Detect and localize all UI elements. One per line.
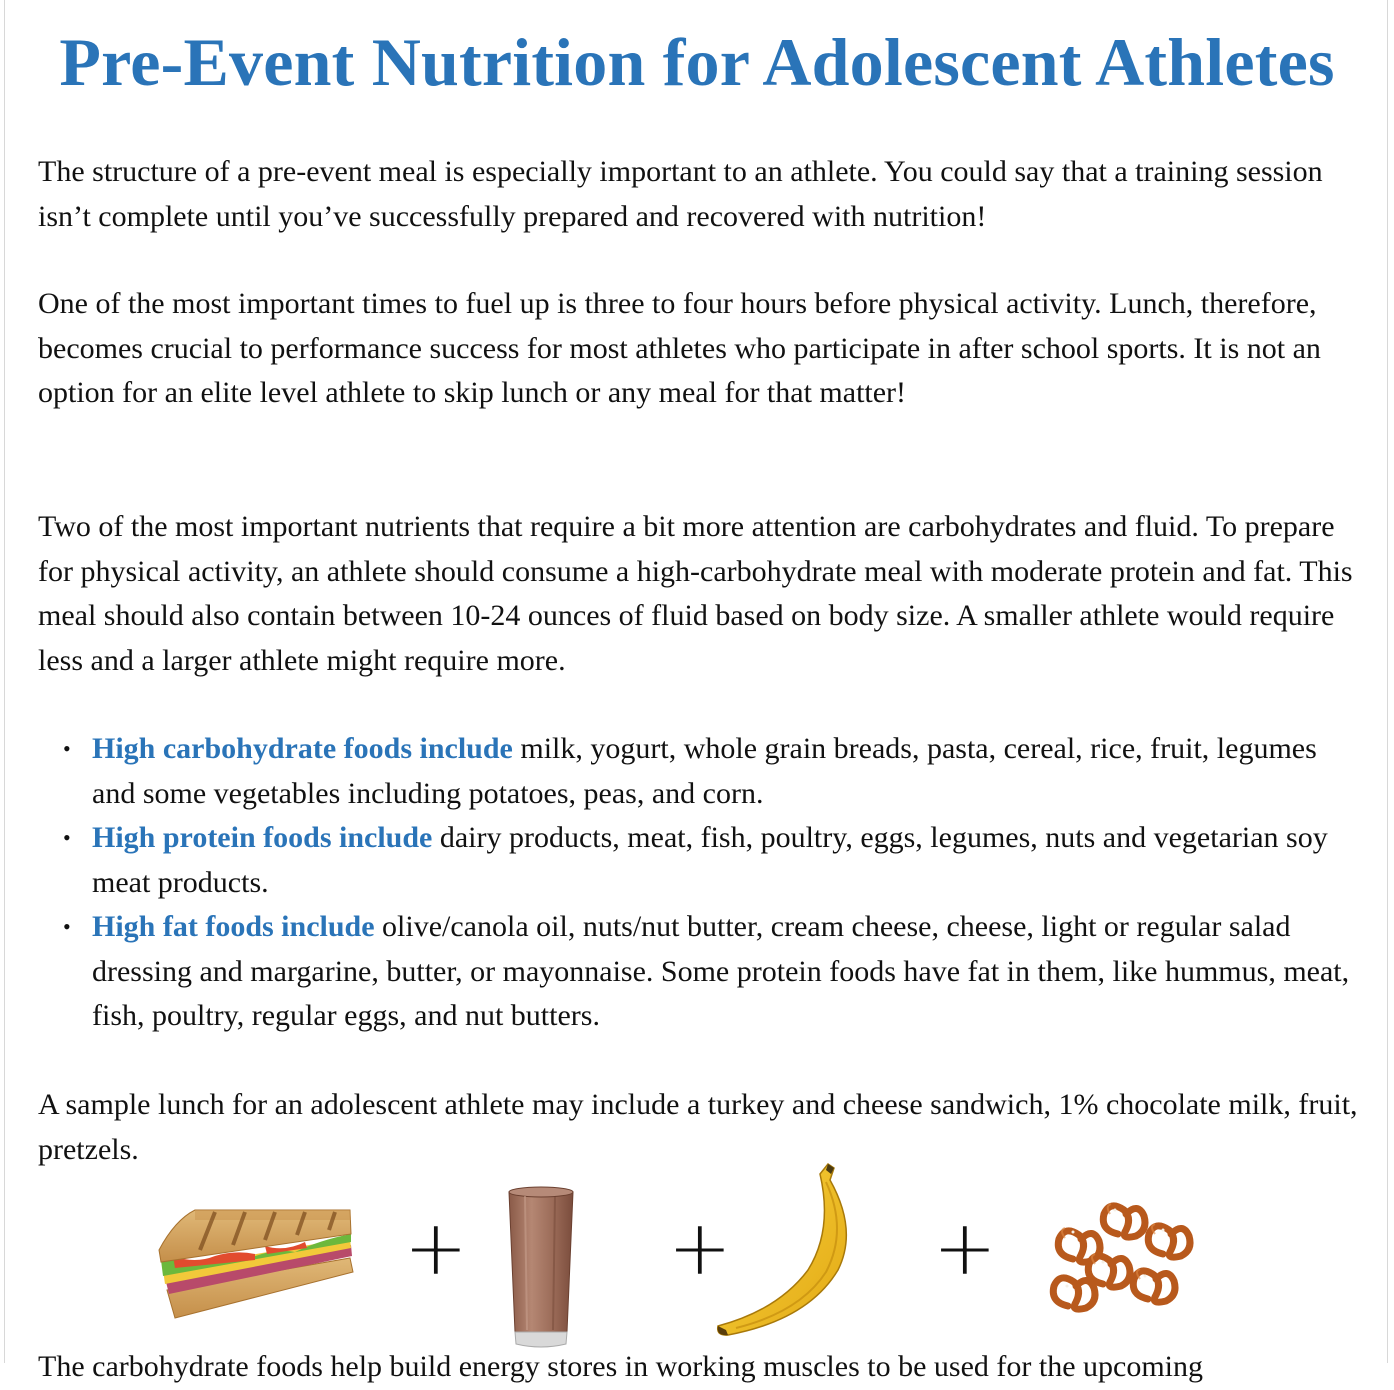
nutrients-paragraph: Two of the most important nutrients that require a bit more attention are carbohydrates and fluid. To prepare for physical activity, an athlete should consume a high-carbohydrate meal with moderate protein and fat. This meal should also contain between 10-24 ounces of fluid based on body size. A smaller athlete would require less and a larger athlete might require more.: [38, 510, 1353, 677]
list-item: [38, 727, 1358, 816]
bullet-icon: •: [63, 914, 71, 939]
page-title: Pre-Event Nutrition for Adolescent Athletes: [59, 24, 1335, 100]
sandwich-icon: [155, 1190, 360, 1325]
fat-foods-text: olive/canola oil, nuts/nut butter, cream cheese, cheese, light or regular salad dressing and margarine, butter, or mayonnaise. Some protein foods have fat in them, like hummus, meat, fish, poultry, regular eggs, and nut butters.: [92, 910, 1350, 1032]
carbohydrate-foods-heading: High carbohydrate foods include: [92, 732, 513, 765]
fat-foods-heading: High fat foods include: [92, 910, 375, 943]
chocolate-milk-icon: [505, 1182, 577, 1352]
intro-paragraph: The structure of a pre-event meal is especially important to an athlete. You could say that a training session isn’t complete until you’ve successfully prepared and recovered with nutrition!: [38, 155, 1323, 233]
protein-foods-text: dairy products, meat, fish, poultry, eggs, legumes, nuts and vegetarian soy meat products.: [92, 821, 1328, 899]
bullet-icon: •: [63, 825, 71, 850]
pretzels-icon: [1045, 1190, 1215, 1330]
protein-foods-heading: High protein foods include: [92, 821, 433, 854]
bullet-icon: •: [63, 736, 71, 761]
sample-meal-illustration: [0, 1160, 1394, 1350]
plus-sign: +: [404, 1203, 468, 1292]
sample-lunch-paragraph: A sample lunch for an adolescent athlete may include a turkey and cheese sandwich, 1% chocolate milk, fruit, pretzels.: [38, 1088, 1358, 1166]
list-item: [38, 905, 1358, 1039]
closing-paragraph: The carbohydrate foods help build energy stores in working muscles to be used for the upcoming: [38, 1350, 1204, 1383]
timing-paragraph: One of the most important times to fuel up is three to four hours before physical activity. Lunch, therefore, becomes crucial to performance success for most athletes who participate in after school sports. It is not an option for an elite level athlete to skip lunch or any meal for that matter!: [38, 287, 1321, 409]
banana-icon: [708, 1160, 868, 1340]
list-item: [38, 816, 1358, 905]
plus-sign: +: [668, 1203, 732, 1292]
carbohydrate-foods-text: milk, yogurt, whole grain breads, pasta, cereal, rice, fruit, legumes and some vegetables including potatoes, peas, and corn.: [92, 732, 1317, 810]
food-list: [38, 727, 1358, 1039]
plus-sign: +: [933, 1203, 997, 1292]
